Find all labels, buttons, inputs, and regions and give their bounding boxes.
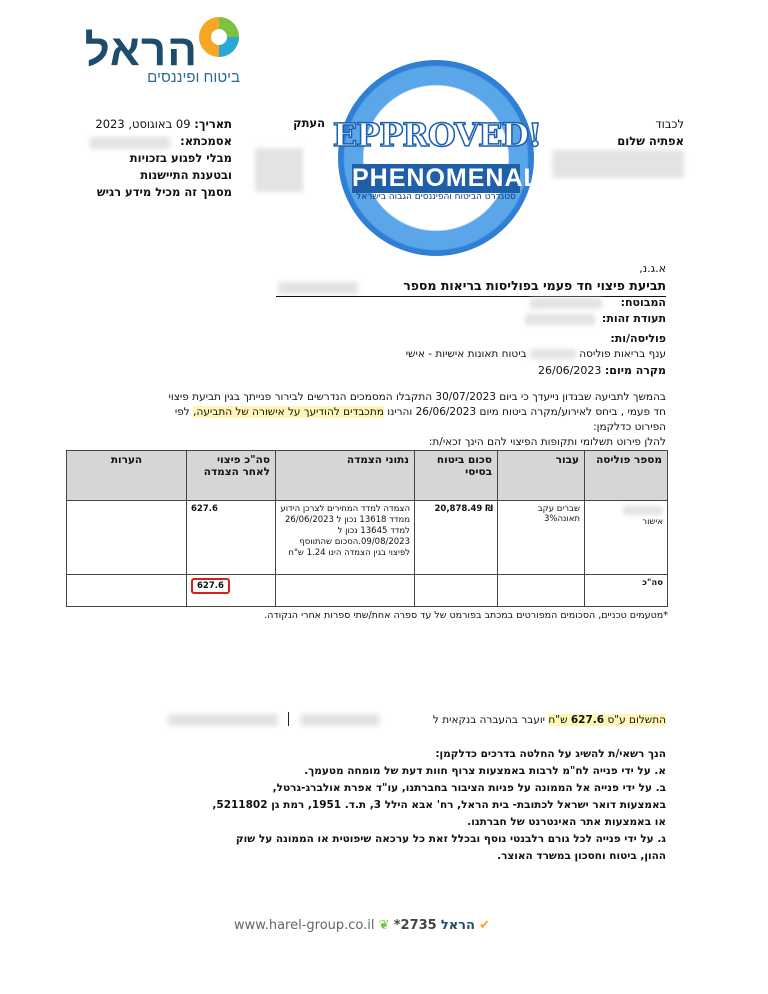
body-paragraph bbox=[66, 390, 666, 450]
body-line3: הפירוט כדלקמן: bbox=[593, 421, 666, 433]
appeal-b1: ב. על ידי פנייה אל הממונה על פניות הציבור בחברתנו, עו"ד אפרת אולברג-גרטל, bbox=[272, 782, 666, 794]
payment-rest: יועבר בהעברה בנקאית ל bbox=[432, 714, 546, 726]
sum-value: 627.6 bbox=[191, 578, 230, 594]
payment-currency: ש"ח bbox=[548, 714, 568, 726]
recipient bbox=[560, 116, 684, 150]
compensation-table bbox=[66, 450, 668, 607]
redacted-reference bbox=[90, 137, 170, 149]
letter-meta bbox=[60, 116, 232, 201]
body-line1: בהמשך לתביעה שבנדון נייעדך כי ביום 30/07/2023 התקבלו המסמכים הנדרשים לבירור פנייתך בגין תביעת פיצוי bbox=[168, 391, 666, 403]
to-label: לכבוד bbox=[655, 117, 684, 131]
divider-bar bbox=[288, 712, 289, 726]
appeal-b3: או באמצעות אתר האינטרנט של חברתנו. bbox=[467, 816, 666, 828]
harel-swirl-icon bbox=[196, 14, 242, 60]
policy-line bbox=[340, 348, 666, 360]
redacted-account bbox=[168, 714, 278, 726]
cell-notes bbox=[67, 501, 187, 575]
copy-label: העתק bbox=[293, 116, 325, 130]
table-row bbox=[67, 501, 668, 575]
sum-label: סה"כ bbox=[585, 575, 668, 607]
cell-indexation: הצמדה למדד המחירים לצרכן הידוע ממדד 13618 נכון ל 26/06/2023 למדד 13645 נכון ל 09/08/2023.הסכום שהתווסף לפיצוי בגין הצמדה הינו 1.24 ש"ח bbox=[276, 501, 415, 575]
event-line bbox=[480, 364, 666, 377]
disclaimer-line2: ובטענת התיישנות bbox=[140, 168, 232, 182]
redacted-policy-number bbox=[278, 282, 358, 294]
policy-approval: אישור bbox=[642, 517, 663, 527]
footer bbox=[234, 918, 544, 938]
body-line2-text: חד פעמי , ביחס לאירוע/מקרה ביטוח מיום 26/06/2023 והרינו bbox=[387, 406, 666, 418]
body-line2 bbox=[66, 405, 666, 420]
sum-empty-4 bbox=[67, 575, 187, 607]
appeal-b2: באמצעות דואר ישראל לכתובת- בית הראל, רח' אבא הילל 3, ת.ד. 1951, רמת גן 5211802, bbox=[212, 799, 666, 811]
cell-base: ₪ 20,878.49 bbox=[415, 501, 498, 575]
harel-logo bbox=[84, 14, 246, 88]
footnote: *מטעמים טכניים, הסכומים המפורטים במכתב בפורמט של עד ספרה אחת/שתי ספרות אחרי הנקודה. bbox=[264, 610, 668, 621]
body-line2-end: לפי bbox=[174, 406, 190, 418]
policies-label: פוליסה/ות: bbox=[610, 332, 666, 345]
footer-phone: *2735 bbox=[393, 918, 437, 933]
logo-tagline: ביטוח ופיננסים bbox=[147, 69, 240, 86]
stamp-brand: PHENOMENAL bbox=[352, 164, 540, 192]
disclaimer-line1: מבלי לפגוע בזכויות bbox=[129, 151, 232, 165]
sum-empty-2 bbox=[415, 575, 498, 607]
redacted-bank bbox=[300, 714, 380, 726]
stamp-top-text: EPPROVED! bbox=[332, 116, 542, 154]
col-total: סה"כ פיצוי לאחר הצמדה bbox=[187, 451, 276, 501]
payment-line bbox=[360, 714, 666, 726]
approval-highlight: מתכבדים להודיעך על אישורה של התביעה, bbox=[193, 406, 384, 418]
reference-label: אסמכתא: bbox=[180, 134, 232, 148]
redacted-id bbox=[525, 314, 595, 325]
logo-name: הראל bbox=[84, 26, 198, 75]
sum-empty-3 bbox=[276, 575, 415, 607]
payment-pre-text: התשלום ע"ס bbox=[607, 714, 666, 726]
footer-check-icon: ✔ bbox=[479, 918, 490, 933]
appeal-a: א. על ידי פנייה לח"מ לרבות באמצעות צרוף חוות דעת של מומחה מטעמך. bbox=[304, 765, 666, 777]
event-label: מקרה מיום: bbox=[604, 364, 666, 377]
redacted-insured bbox=[530, 298, 602, 309]
appeal-c2: ההון, ביטוח וחסכון במשרד האוצר. bbox=[497, 850, 666, 862]
footer-leaf-icon: ❦ bbox=[378, 918, 390, 933]
approved-stamp bbox=[332, 60, 542, 256]
col-indexation: נתוני הצמדה bbox=[276, 451, 415, 501]
redacted-policy bbox=[530, 349, 576, 359]
redacted-copy bbox=[255, 148, 303, 192]
table-header-row bbox=[67, 451, 668, 501]
sensitive-note: מסמך זה מכיל מידע רגיש bbox=[96, 185, 232, 199]
sum-empty-1 bbox=[498, 575, 585, 607]
sum-total bbox=[187, 575, 276, 607]
footer-website: www.harel-group.co.il bbox=[234, 918, 375, 933]
policy-type: ביטוח תאונות אישיות - אישי bbox=[405, 348, 527, 360]
date-label: תאריך: bbox=[194, 117, 232, 131]
stamp-subtitle: סטנדרט הביטוח והפיננסים הגבוה בישראל bbox=[356, 192, 516, 202]
redacted-policy-cell bbox=[623, 506, 663, 515]
cell-for: שברים עקב תאונה3% bbox=[498, 501, 585, 575]
payment-amount: 627.6 bbox=[570, 714, 605, 726]
redacted-address bbox=[552, 150, 684, 178]
appeal-title: הנך רשאי/ת להשיג על החלטה בדרכים כדלקמן: bbox=[435, 748, 666, 760]
appeal-c1: ג. על ידי פנייה לכל גורם רלבנטי נוסף ובכלל זאת כל ערכאה שיפוטית או הממונה על שוק bbox=[235, 833, 666, 845]
appeal-section bbox=[150, 746, 666, 865]
col-for: עבור bbox=[498, 451, 585, 501]
id-label: תעודת זהות: bbox=[601, 312, 666, 325]
subject: תביעת פיצוי חד פעמי בפוליסות בריאות מספר bbox=[403, 278, 666, 293]
cell-policy bbox=[585, 501, 668, 575]
col-notes: הערות bbox=[67, 451, 187, 501]
col-base: סכום ביטוח בסיסי bbox=[415, 451, 498, 501]
to-name: אפתיה שלום bbox=[617, 134, 684, 148]
greeting: א.ג.נ, bbox=[639, 262, 666, 275]
policy-text: ענף בריאות פוליסה bbox=[579, 348, 666, 360]
date-value: 09 באוגוסט, 2023 bbox=[95, 117, 191, 131]
date-line bbox=[60, 116, 232, 133]
body-line4: להלן פירוט תשלומי ותקופות הפיצוי להם הינך זכאי/ת: bbox=[428, 436, 666, 448]
footer-brand: הראל bbox=[440, 918, 475, 933]
payment-pre bbox=[548, 714, 666, 726]
event-date: 26/06/2023 bbox=[537, 364, 602, 377]
col-policy: מספר פוליסה bbox=[585, 451, 668, 501]
table-sum-row bbox=[67, 575, 668, 607]
cell-total: 627.6 bbox=[187, 501, 276, 575]
insured-label: המבוטח: bbox=[620, 296, 666, 309]
